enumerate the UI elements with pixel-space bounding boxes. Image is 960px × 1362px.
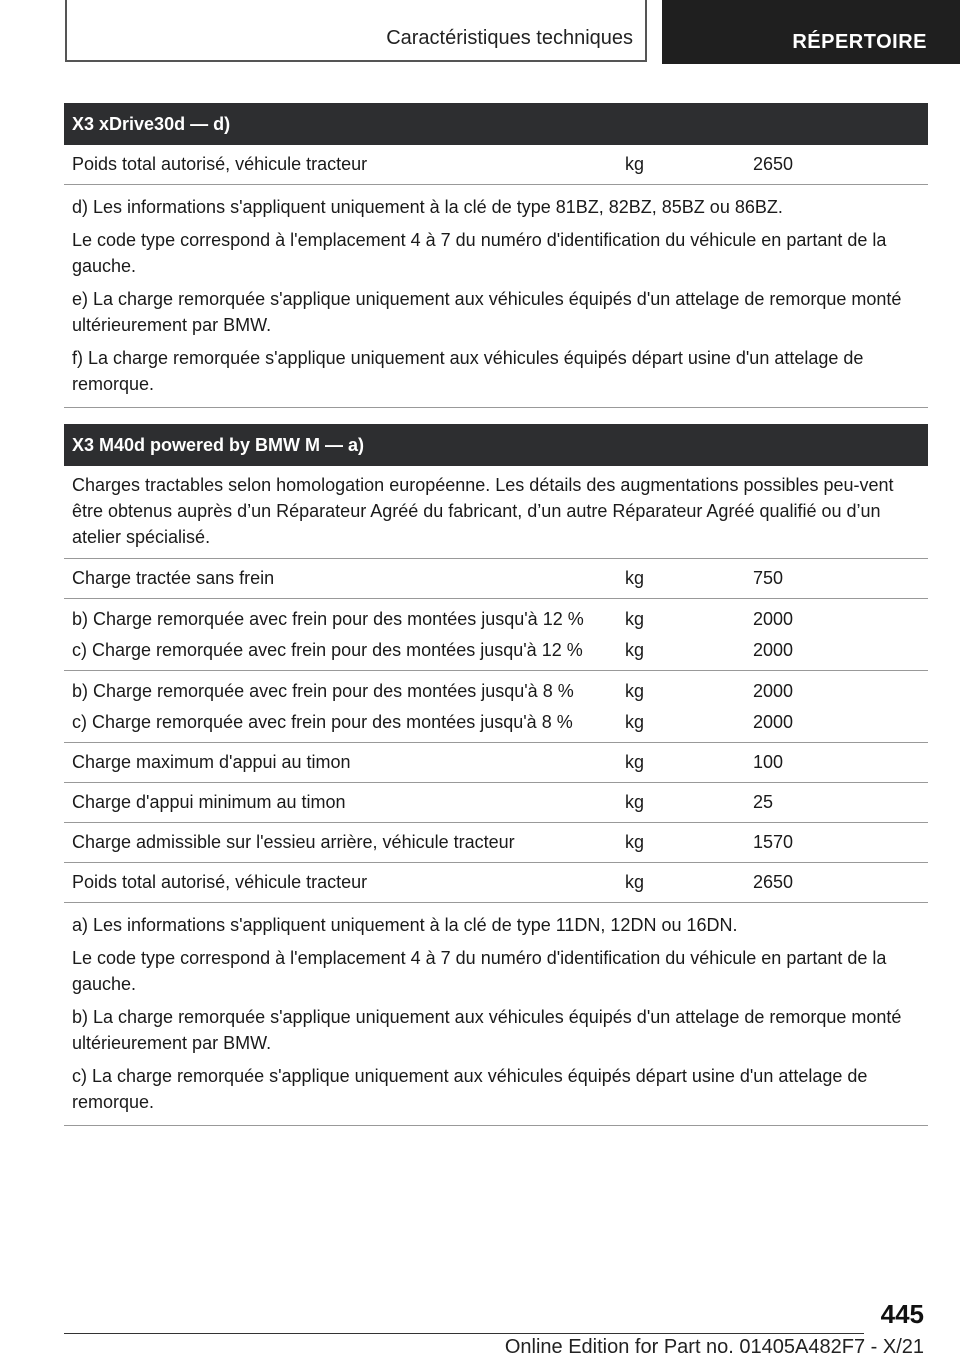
footnote: b) La charge remorquée s'applique uniquement aux véhicules équipés d'un attelage de remorque monté ultérieurement par BMW. — [72, 1007, 902, 1053]
row-label: Charge maximum d'appui au timon — [72, 752, 351, 772]
row-value: 2000 — [753, 639, 794, 660]
row-label: c) Charge remorquée avec frein pour des montées jusqu'à 8 % — [72, 711, 573, 732]
footnotes — [64, 185, 928, 408]
row-unit: kg — [625, 154, 645, 174]
section-title: X3 xDrive30d — d) — [64, 103, 928, 145]
row-line — [64, 604, 928, 635]
table-row — [64, 783, 928, 823]
table-row — [64, 743, 928, 783]
footnote: Le code type correspond à l'emplacement 4 à 7 du numéro d'identification du véhicule en partant de la gauche. — [72, 230, 887, 276]
row-value: 100 — [753, 752, 784, 772]
row-label: b) Charge remorquée avec frein pour des montées jusqu'à 8 % — [72, 680, 574, 701]
footnote: e) La charge remorquée s'applique uniquement aux véhicules équipés d'un attelage de remorque monté ultérieurement par BMW. — [72, 289, 902, 335]
footnote: c) La charge remorquée s'applique uniquement aux véhicules équipés départ usine d'un attelage de remorque. — [72, 1066, 868, 1112]
row-unit: kg — [625, 832, 645, 852]
edition-info: Online Edition for Part no. 01405A482F7 - X/21 — [504, 1336, 924, 1358]
row-unit: kg — [625, 608, 645, 629]
row-label: Poids total autorisé, véhicule tracteur — [72, 154, 368, 174]
row-value: 2650 — [753, 872, 794, 892]
row-value: 1570 — [753, 832, 794, 852]
row-unit: kg — [625, 680, 645, 701]
table-row — [64, 559, 928, 599]
tab-index-label: RÉPERTOIRE — [792, 31, 927, 53]
row-value: 25 — [753, 792, 774, 812]
table-row — [64, 145, 928, 185]
row-value: 2000 — [753, 608, 794, 629]
table-row — [64, 863, 928, 903]
row-value: 750 — [753, 568, 784, 588]
row-unit: kg — [625, 872, 645, 892]
section-x3-xdrive30d — [64, 103, 928, 408]
section-x3-m40d — [64, 424, 928, 1126]
row-unit: kg — [625, 711, 645, 732]
row-label: b) Charge remorquée avec frein pour des montées jusqu'à 12 % — [72, 608, 584, 629]
footer-divider — [64, 1333, 864, 1334]
row-unit: kg — [625, 792, 645, 812]
tab-technical-data-label: Caractéristiques techniques — [386, 27, 633, 49]
footnote: d) Les informations s'appliquent uniquement à la clé de type 81BZ, 82BZ, 85BZ ou 86BZ. — [72, 197, 783, 217]
table-row — [64, 671, 928, 743]
row-line — [64, 707, 928, 738]
row-label: Charge d'appui minimum au timon — [72, 792, 346, 812]
footnote: Le code type correspond à l'emplacement 4 à 7 du numéro d'identification du véhicule en partant de la gauche. — [72, 948, 887, 994]
footnotes — [64, 903, 928, 1126]
row-label: Charge tractée sans frein — [72, 568, 275, 588]
row-value: 2650 — [753, 154, 794, 174]
section-title: X3 M40d powered by BMW M — a) — [64, 424, 928, 466]
row-value: 2000 — [753, 711, 794, 732]
row-line — [64, 635, 928, 666]
section-intro: Charges tractables selon homologation européenne. Les détails des augmentations possibles peu-vent être obtenus auprès d’un Réparateur Agréé du fabricant, d’un autre Réparateur Agréé qualifié ou d’un atelier spécialisé. — [64, 466, 928, 559]
row-label: Poids total autorisé, véhicule tracteur — [72, 872, 368, 892]
tab-technical-data[interactable] — [65, 0, 647, 62]
tab-index[interactable] — [662, 0, 960, 64]
row-unit: kg — [625, 752, 645, 772]
footnote: a) Les informations s'appliquent uniquement à la clé de type 11DN, 12DN ou 16DN. — [72, 915, 738, 935]
row-unit: kg — [625, 568, 645, 588]
row-value: 2000 — [753, 680, 794, 701]
table-row — [64, 823, 928, 863]
page-number: 445 — [880, 1299, 924, 1329]
footnote: f) La charge remorquée s'applique uniquement aux véhicules équipés départ usine d'un attelage de remorque. — [72, 348, 864, 394]
row-label: c) Charge remorquée avec frein pour des montées jusqu'à 12 % — [72, 639, 583, 660]
row-line — [64, 676, 928, 707]
row-unit: kg — [625, 639, 645, 660]
table-row — [64, 599, 928, 671]
row-label: Charge admissible sur l'essieu arrière, véhicule tracteur — [72, 832, 515, 852]
page-header — [0, 0, 960, 66]
